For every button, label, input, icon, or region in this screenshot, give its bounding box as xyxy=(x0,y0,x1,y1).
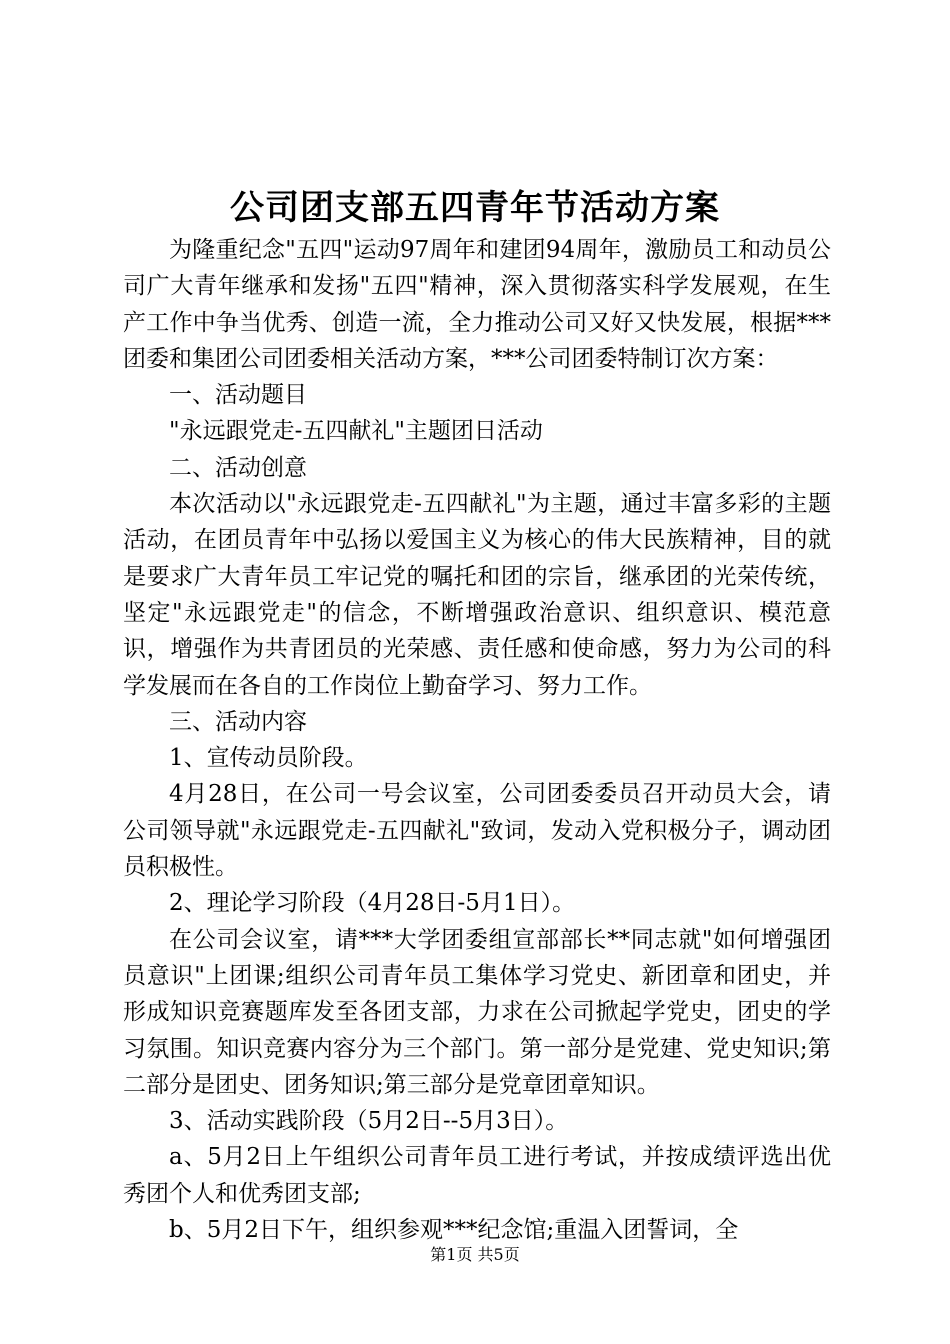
subheading-stage-1: 1、宣传动员阶段。 xyxy=(169,745,368,772)
section-heading-content: 三、活动内容 xyxy=(169,708,307,735)
document-title: 公司团支部五四青年节活动方案 xyxy=(230,188,720,228)
paragraph-stage-1: 4月28日，在公司一号会议室，公司团委委员召开动员大会，请公司领导就"永远跟党走-五四献礼"致词，发动入党积极分子，调动团员积极性。 xyxy=(123,781,831,881)
paragraph-idea: 本次活动以"永远跟党走-五四献礼"为主题，通过丰富多彩的主题活动，在团员青年中弘扬以爱国主义为核心的伟大民族精神，目的就是要求广大青年员工牢记党的嘱托和团的宗旨，继承团的光荣传统，坚定"永远跟党走"的信念，不断增强政治意识、组织意识、模范意识，增强作为共青团员的光荣感、责任感和使命感，努力为公司的科学发展而在各自的工作岗位上勤奋学习、努力工作。 xyxy=(123,491,831,699)
paragraph-stage-2: 在公司会议室，请***大学团委组宣部部长**同志就"如何增强团员意识"上团课;组织公司青年员工集体学习党史、新团章和团史，并形成知识竞赛题库发至各团支部，力求在公司掀起学党史，团史的学习氛围。知识竞赛内容分为三个部门。第一部分是党建、党史知识;第二部分是团史、团务知识;第三部分是党章团章知识。 xyxy=(123,926,831,1098)
document-body xyxy=(123,232,831,1248)
paragraph-topic: "永远跟党走-五四献礼"主题团日活动 xyxy=(169,418,543,445)
page-footer: 第1页 共5页 xyxy=(430,1245,520,1264)
paragraph-intro: 为隆重纪念"五四"运动97周年和建团94周年，激励员工和动员公司广大青年继承和发扬"五四"精神，深入贯彻落实科学发展观，在生产工作中争当优秀、创造一流，全力推动公司又好又快发展，根据***团委和集团公司团委相关活动方案，***公司团委特制订次方案： xyxy=(123,237,831,372)
paragraph-stage-3b: b、5月2日下午，组织参观***纪念馆;重温入团誓词，全 xyxy=(169,1217,739,1244)
section-heading-topic: 一、活动题目 xyxy=(169,382,307,409)
subheading-stage-3: 3、活动实践阶段（5月2日--5月3日）。 xyxy=(169,1108,569,1135)
section-heading-idea: 二、活动创意 xyxy=(169,454,307,481)
subheading-stage-2: 2、理论学习阶段（4月28日-5月1日）。 xyxy=(169,890,576,917)
paragraph-stage-3a: a、5月2日上午组织公司青年员工进行考试，并按成绩评选出优秀团个人和优秀团支部; xyxy=(123,1144,831,1207)
